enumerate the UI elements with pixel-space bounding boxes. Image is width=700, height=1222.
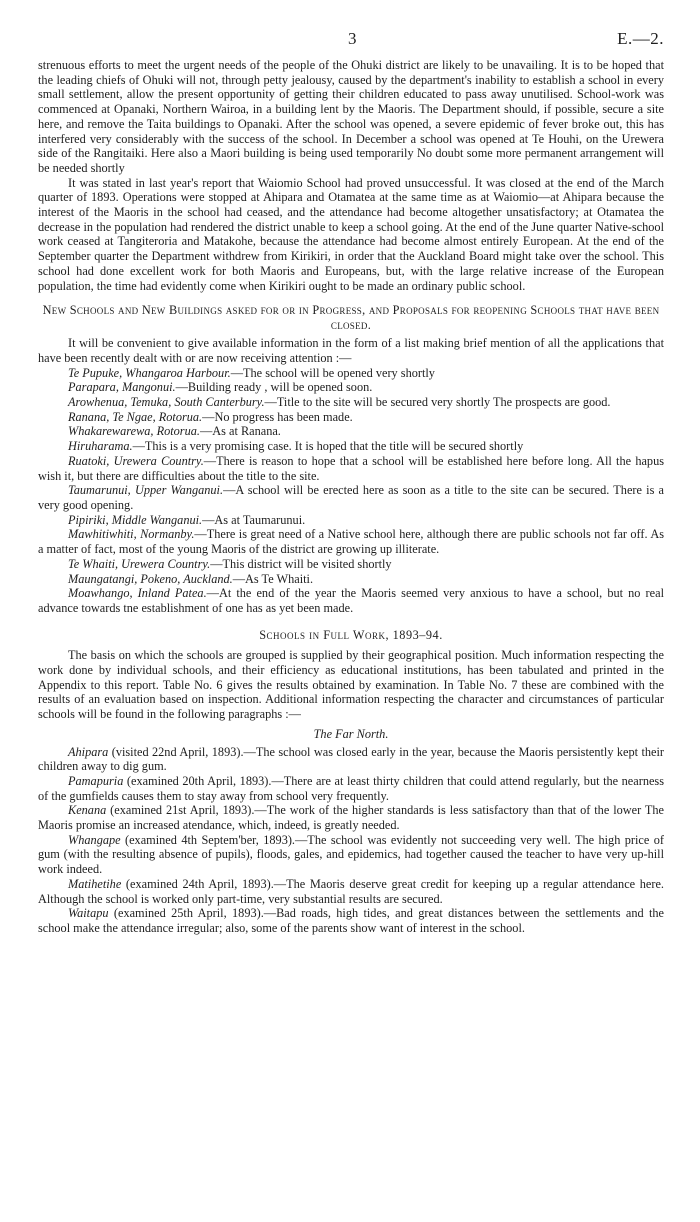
new-schools-intro: It will be convenient to give available information in the form of a list making brief mention of all the applications that have been recently dealt with or are now receiving attention :— <box>38 336 664 365</box>
list-item: Hiruharama.—This is a very promising case. It is hoped that the title will be secured shortly <box>68 439 524 454</box>
list-item: Te Pupuke, Whangaroa Harbour.—The school will be opened very shortly <box>68 365 435 380</box>
intro-paragraph-2: It was stated in last year's report that Waiomio School had proved unsuccessful. It was closed at the end of the March quarter of 1893. Operations were stopped at Ahipara and Otamatea at the same time as at Waiomio—at Ahipara because the interest of the Maoris in the school had ceased, and the attendance had become altogether unsatisfactory; at Otamatea the decrease in the population had rendered the district unable to keep a school going. At the end of the June quarter Native-school work ceased at Tangiteroria and Matakohe, because the attendance had become almost entirely European. At the end of the September quarter the Department withdrew from Kirikiri, in order that the Auckland Board might take over the school. This school had done excellent work for both Maoris and Europeans, but, with the large relative increase of the European population, the time had evidently come when Kirikiri ought to be made an ordinary public school. <box>38 175 664 293</box>
document-page <box>38 29 665 936</box>
intro-paragraph-1: strenuous efforts to meet the urgent needs of the people of the Ohuki district are likely to be unavailing. It is to be hoped that the leading chiefs of Ohuki will not, through petty jealousy, caused by the department's inability to establish a school in every small settlement, allow the present opportunity of getting their children educated to pass away unutilised. School-work was commenced at Opanaki, Northern Wairoa, in a building lent by the Maoris. The Department should, if possible, secure a site here, and remove the Taita buildings to Opanaki. After the school was opened, a severe epidemic of fever broke out, this has interfered very considerably with the success of the school. In December a school was opened at Te Houhi, on the Urewera side of the Rangitaiki. Here also a Maori building is being used temporarily No doubt some more permanent arrangement will be needed shortly <box>38 58 664 175</box>
new-schools-list <box>38 366 664 616</box>
place-name: Whakarewarewa, Rotorua. <box>68 424 200 439</box>
place-name: Te Pupuke, Whangaroa Harbour. <box>68 365 231 380</box>
place-name: Ruatoki, Urewera Country. <box>68 453 204 468</box>
school-report: Pamapuria (examined 20th April, 1893).—There are at least thirty children that could attend regularly, but the nearness of the gumfields causes them to stay away from school very frequently. <box>38 773 664 803</box>
list-item: Arowhenua, Temuka, South Canterbury.—Title to the site will be secured very shortly The prospects are good. <box>68 395 611 410</box>
list-item: Pipiriki, Middle Wanganui.—As at Taumarunui. <box>68 512 306 527</box>
place-name: Arowhenua, Temuka, South Canterbury. <box>68 395 265 410</box>
list-item: Te Whaiti, Urewera Country.—This district will be visited shortly <box>68 556 392 571</box>
section-heading-new-schools: New Schools and New Buildings asked for or in Progress, and Proposals for reopening Schools that have been closed. <box>42 303 660 332</box>
list-item: Maungatangi, Pokeno, Auckland.—As Te Whaiti. <box>68 571 314 586</box>
place-name: Te Whaiti, Urewera Country. <box>68 556 211 571</box>
list-item: Moawhango, Inland Patea.—At the end of the year the Maoris seemed very anxious to have a school, but no real advance towards tne establishment of one has as yet been made. <box>38 586 664 615</box>
school-report: Matihetihe (examined 24th April, 1893).—The Maoris deserve great credit for keeping up a regular attendance here. Although the school is worked only part-time, very substantial results are secured. <box>38 876 664 906</box>
place-name: Mawhitiwhiti, Normanby. <box>68 527 195 542</box>
school-name: Waitapu <box>68 906 109 921</box>
place-name: Parapara, Mangonui. <box>68 380 176 395</box>
list-item: Ruatoki, Urewera Country.—There is reason to hope that a school will be established here before long. All the hapus wish it, but there are difficulties about the title to the site. <box>38 453 665 483</box>
school-reports-list <box>38 745 664 936</box>
school-report: Whangape (examined 4th Septem'ber, 1893).—The school was evidently not succeeding very well. The high price of gum (with the resulting absence of pupils), floods, gales, and epidemics, had together caused the teacher to have very up-hill work indeed. <box>38 832 664 877</box>
school-report: Waitapu (examined 25th April, 1893).—Bad roads, high tides, and great distances between the settlements and the school make the attendance irregular; also, some of the parents show want of interest in the school. <box>38 906 664 935</box>
school-report: Kenana (examined 21st April, 1893).—The work of the higher standards is less satisfactory than that of the lower The Maoris promise an increased atendance, which, indeed, is greatly needed. <box>38 803 664 833</box>
place-name: Ranana, Te Ngae, Rotorua. <box>68 409 203 424</box>
school-name: Kenana <box>68 803 107 818</box>
list-item: Ranana, Te Ngae, Rotorua.—No progress has been made. <box>68 409 353 424</box>
school-name: Matihetihe <box>68 876 122 891</box>
list-item: Whakarewarewa, Rotorua.—As at Ranana. <box>68 424 281 439</box>
section-heading-full-work: Schools in Full Work, 1893–94. <box>259 627 443 642</box>
list-item: Taumarunui, Upper Wanganui.—A school will be erected here as soon as a title to the site can be secured. There is a very good opening. <box>38 483 664 512</box>
full-work-intro: The basis on which the schools are grouped is supplied by their geographical position. Much information respecting the work done by individual schools, and their efficiency as educational institutions, has been tabulated and printed in the Appendix to this report. Table No. 6 gives the results obtained by examination. In Table No. 7 these are combined with the results of an evaluation based on inspection. Additional information respecting the character and circumstances of particular schools will be found in the following paragraphs :— <box>38 648 664 722</box>
list-item: Parapara, Mangonui.—Building ready , will be opened soon. <box>68 380 373 395</box>
place-name: Maungatangi, Pokeno, Auckland. <box>68 571 233 586</box>
page-number: 3 <box>348 29 357 48</box>
list-item: Mawhitiwhiti, Normanby.—There is great need of a Native school here, although there are public schools not far off. As a matter of fact, most of the young Maoris of the district are growing up illiterate. <box>38 527 664 557</box>
place-name: Moawhango, Inland Patea. <box>68 586 207 601</box>
school-name: Ahipara <box>68 744 109 759</box>
page-header <box>38 29 664 58</box>
place-name: Hiruharama. <box>68 439 133 454</box>
school-report: Ahipara (visited 22nd April, 1893).—The school was closed early in the year, because the Maoris persistently kept their children away to dig gum. <box>38 744 664 774</box>
region-subheading: The Far North. <box>313 726 389 741</box>
school-name: Whangape <box>68 832 121 847</box>
place-name: Taumarunui, Upper Wanganui. <box>68 483 224 498</box>
school-name: Pamapuria <box>68 773 124 788</box>
report-reference: E.—2. <box>617 29 664 48</box>
place-name: Pipiriki, Middle Wanganui. <box>68 512 203 527</box>
